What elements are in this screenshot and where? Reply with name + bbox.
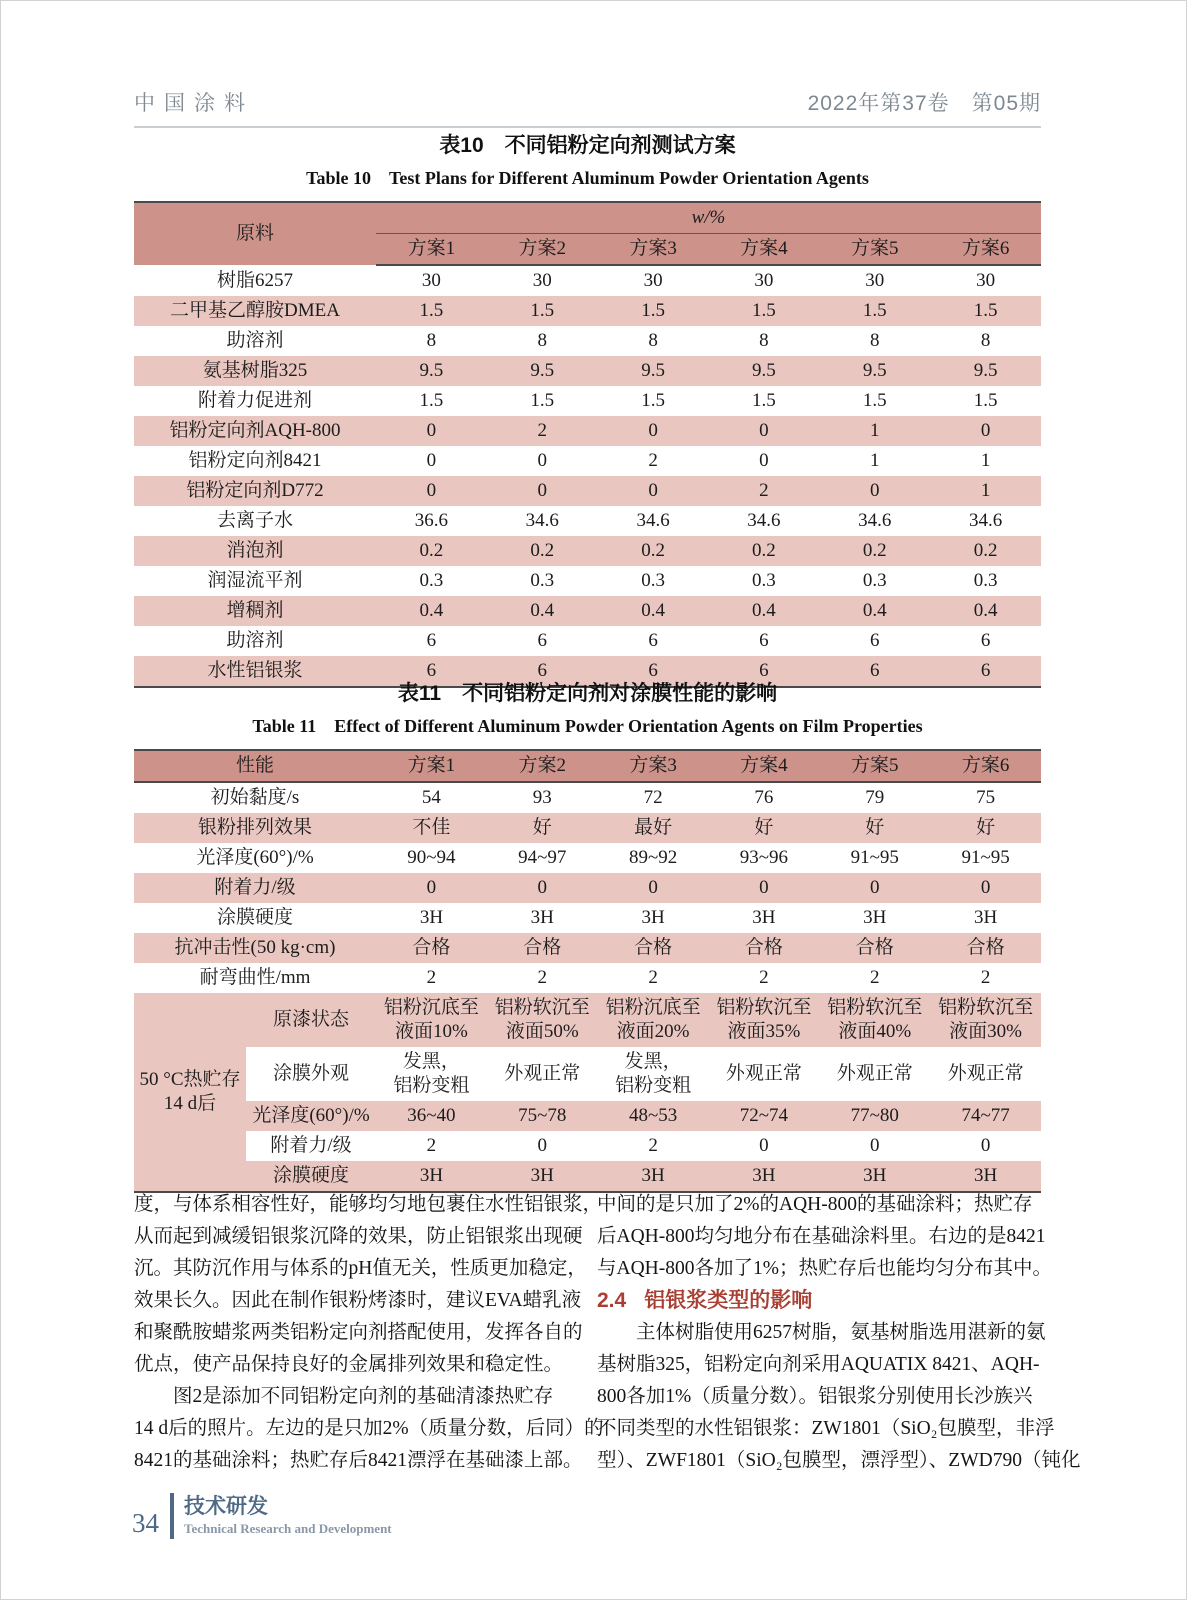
cell-value: 3H bbox=[598, 1161, 709, 1192]
body-text-line: 基树脂325，铝粉定向剂采用AQUATIX 8421、AQH- bbox=[597, 1354, 1040, 1375]
cell-value: 75 bbox=[930, 782, 1041, 813]
cell-value: 6 bbox=[598, 626, 709, 656]
row-label: 附着力促进剂 bbox=[134, 386, 376, 416]
cell-value: 0 bbox=[376, 446, 487, 476]
cell-value: 0.3 bbox=[819, 566, 930, 596]
table-row bbox=[134, 1161, 1041, 1192]
cell-value: 1.5 bbox=[376, 296, 487, 326]
cell-value: 0 bbox=[487, 873, 598, 903]
page-footer bbox=[132, 1493, 392, 1539]
row-label: 铝粉定向剂AQH-800 bbox=[134, 416, 376, 446]
cell-value: 0.4 bbox=[487, 596, 598, 626]
table10-wpercent-header: w/% bbox=[376, 202, 1041, 234]
cell-value: 0 bbox=[708, 446, 819, 476]
table11 bbox=[134, 749, 1041, 1193]
cell-value: 2 bbox=[487, 963, 598, 993]
body-text-line: 优点，使产品保持良好的金属排列效果和稳定性。 bbox=[134, 1354, 564, 1375]
cell-value: 合格 bbox=[598, 933, 709, 963]
row-label: 助溶剂 bbox=[134, 626, 376, 656]
cell-value: 30 bbox=[376, 265, 487, 296]
cell-value: 1.5 bbox=[708, 386, 819, 416]
plan-header: 方案6 bbox=[930, 234, 1041, 266]
cell-value: 0 bbox=[709, 873, 820, 903]
cell-value: 好 bbox=[930, 813, 1041, 843]
row-label: 光泽度(60°)/% bbox=[134, 843, 376, 873]
cell-value: 3H bbox=[709, 1161, 820, 1192]
section-heading bbox=[597, 1285, 1049, 1317]
cell-value: 34.6 bbox=[930, 506, 1041, 536]
table11-title-en: Table 11 Effect of Different Aluminum Powder Orientation Agents on Film Properties bbox=[252, 716, 923, 736]
cell-value: 9.5 bbox=[930, 356, 1041, 386]
plan-header: 方案3 bbox=[598, 750, 709, 782]
cell-value: 8 bbox=[376, 326, 487, 356]
cell-value: 75~78 bbox=[487, 1101, 598, 1131]
cell-value: 0.3 bbox=[598, 566, 709, 596]
cell-value: 2 bbox=[598, 1131, 709, 1161]
cell-value: 0 bbox=[930, 416, 1041, 446]
table-row bbox=[134, 963, 1041, 993]
cell-value: 合格 bbox=[709, 933, 820, 963]
running-head bbox=[134, 87, 1041, 128]
cell-value: 30 bbox=[708, 265, 819, 296]
row-label: 润湿流平剂 bbox=[134, 566, 376, 596]
cell-value: 0.3 bbox=[376, 566, 487, 596]
cell-value: 30 bbox=[487, 265, 598, 296]
table-row bbox=[134, 356, 1041, 386]
cell-value: 3H bbox=[709, 903, 820, 933]
cell-value: 6 bbox=[708, 656, 819, 687]
cell-value: 0.2 bbox=[708, 536, 819, 566]
cell-value: 3H bbox=[487, 1161, 598, 1192]
table-row bbox=[134, 536, 1041, 566]
cell-value: 3H bbox=[930, 903, 1041, 933]
cell-value: 3H bbox=[819, 903, 930, 933]
cell-value: 6 bbox=[819, 656, 930, 687]
cell-value: 0.3 bbox=[708, 566, 819, 596]
cell-value: 0.4 bbox=[708, 596, 819, 626]
footer-divider-bar bbox=[170, 1493, 174, 1539]
cell-value: 0 bbox=[930, 1131, 1041, 1161]
cell-value: 77~80 bbox=[819, 1101, 930, 1131]
cell-value: 6 bbox=[708, 626, 819, 656]
table-row bbox=[134, 1047, 1041, 1101]
cell-value: 48~53 bbox=[598, 1101, 709, 1131]
table-row bbox=[134, 265, 1041, 296]
cell-value: 0 bbox=[598, 416, 709, 446]
cell-value: 0 bbox=[709, 1131, 820, 1161]
body-text-line: 与AQH-800各加了1%；热贮存后也能均匀分布其中。 bbox=[597, 1258, 1052, 1279]
row-label: 铝粉定向剂D772 bbox=[134, 476, 376, 506]
table10-header-row1 bbox=[134, 202, 1041, 234]
cell-value: 2 bbox=[598, 963, 709, 993]
page-number: 34 bbox=[132, 1508, 159, 1539]
cell-value: 8 bbox=[930, 326, 1041, 356]
cell-value: 2 bbox=[487, 416, 598, 446]
footer-section-cn: 技术研发 bbox=[184, 1495, 268, 1519]
body-text-line: 800各加1%（质量分数）。铝银浆分别使用长沙族兴 bbox=[597, 1386, 1033, 1407]
body-text-line: 8421的基础涂料；热贮存后8421漂浮在基础漆上部。 bbox=[134, 1450, 583, 1471]
cell-value: 30 bbox=[598, 265, 709, 296]
table-row bbox=[134, 386, 1041, 416]
cell-value: 6 bbox=[487, 656, 598, 687]
plan-header: 方案2 bbox=[487, 750, 598, 782]
row-label: 原漆状态 bbox=[246, 993, 376, 1047]
cell-value: 36.6 bbox=[376, 506, 487, 536]
table-row bbox=[134, 566, 1041, 596]
cell-value: 36~40 bbox=[376, 1101, 487, 1131]
cell-value: 30 bbox=[930, 265, 1041, 296]
plan-header: 方案6 bbox=[930, 750, 1041, 782]
table10 bbox=[134, 201, 1041, 688]
cell-value: 2 bbox=[376, 1131, 487, 1161]
cell-value: 3H bbox=[930, 1161, 1041, 1192]
cell-value: 合格 bbox=[930, 933, 1041, 963]
cell-value: 74~77 bbox=[930, 1101, 1041, 1131]
cell-value: 最好 bbox=[598, 813, 709, 843]
cell-value: 1.5 bbox=[376, 386, 487, 416]
cell-value: 0.2 bbox=[819, 536, 930, 566]
cell-value: 3H bbox=[819, 1161, 930, 1192]
body-text-line: 中间的是只加了2%的AQH-800的基础涂料；热贮存 bbox=[597, 1194, 1033, 1215]
cell-value: 0 bbox=[819, 1131, 930, 1161]
cell-value: 8 bbox=[598, 326, 709, 356]
row-label: 水性铝银浆 bbox=[134, 656, 376, 687]
table-row bbox=[134, 476, 1041, 506]
cell-value: 3H bbox=[598, 903, 709, 933]
cell-value: 发黑， 铝粉变粗 bbox=[376, 1047, 487, 1101]
table11-title-cn: 表11 不同铝粉定向剂对涂膜性能的影响 bbox=[397, 682, 778, 705]
cell-value: 铝粉沉底至 液面10% bbox=[376, 993, 487, 1047]
cell-value: 0 bbox=[819, 873, 930, 903]
table-row bbox=[134, 843, 1041, 873]
table-row bbox=[134, 813, 1041, 843]
body-text-line: 度，与体系相容性好，能够均匀地包裹住水性铝银浆， bbox=[134, 1194, 603, 1215]
cell-value: 1.5 bbox=[819, 296, 930, 326]
plan-header: 方案1 bbox=[376, 750, 487, 782]
cell-value: 6 bbox=[930, 626, 1041, 656]
journal-name: 中国涂料 bbox=[134, 92, 254, 115]
cell-value: 93~96 bbox=[709, 843, 820, 873]
row-label: 抗冲击性(50 kg·cm) bbox=[134, 933, 376, 963]
cell-value: 铝粉沉底至 液面20% bbox=[598, 993, 709, 1047]
row-label: 涂膜外观 bbox=[246, 1047, 376, 1101]
cell-value: 90~94 bbox=[376, 843, 487, 873]
cell-value: 94~97 bbox=[487, 843, 598, 873]
cell-value: 0 bbox=[376, 416, 487, 446]
row-label: 消泡剂 bbox=[134, 536, 376, 566]
table-row bbox=[134, 296, 1041, 326]
body-text-line: 后AQH-800均匀地分布在基础涂料里。右边的是8421 bbox=[597, 1226, 1046, 1247]
row-label: 银粉排列效果 bbox=[134, 813, 376, 843]
cell-value: 79 bbox=[819, 782, 930, 813]
cell-value: 0.2 bbox=[487, 536, 598, 566]
cell-value: 1 bbox=[930, 446, 1041, 476]
cell-value: 外观正常 bbox=[487, 1047, 598, 1101]
table-row bbox=[134, 782, 1041, 813]
cell-value: 1 bbox=[819, 446, 930, 476]
cell-value: 34.6 bbox=[819, 506, 930, 536]
cell-value: 8 bbox=[708, 326, 819, 356]
footer-section-en: Technical Research and Development bbox=[184, 1520, 392, 1536]
cell-value: 0.4 bbox=[819, 596, 930, 626]
cell-value: 1 bbox=[819, 416, 930, 446]
cell-value: 0 bbox=[598, 476, 709, 506]
cell-value: 合格 bbox=[819, 933, 930, 963]
cell-value: 铝粉软沉至 液面40% bbox=[819, 993, 930, 1047]
cell-value: 1.5 bbox=[598, 386, 709, 416]
plan-header: 方案5 bbox=[819, 234, 930, 266]
row-label: 涂膜硬度 bbox=[246, 1161, 376, 1192]
body-column-right bbox=[597, 1189, 1081, 1477]
cell-value: 0 bbox=[598, 873, 709, 903]
row-label: 增稠剂 bbox=[134, 596, 376, 626]
cell-value: 合格 bbox=[487, 933, 598, 963]
issue-info: 2022年第37卷 第05期 bbox=[807, 92, 1041, 115]
cell-value: 铝粉软沉至 液面30% bbox=[930, 993, 1041, 1047]
cell-value: 3H bbox=[376, 903, 487, 933]
body-text-line: 效果长久。因此在制作银粉烤漆时，建议EVA蜡乳液 bbox=[134, 1290, 582, 1311]
cell-value: 9.5 bbox=[819, 356, 930, 386]
table10-title-en: Table 10 Test Plans for Different Aluminum Powder Orientation Agents bbox=[306, 168, 869, 188]
body-text-line: 从而起到减缓铝银浆沉降的效果，防止铝银浆出现硬 bbox=[134, 1226, 583, 1247]
row-label: 附着力/级 bbox=[246, 1131, 376, 1161]
cell-value: 2 bbox=[930, 963, 1041, 993]
table-row bbox=[134, 596, 1041, 626]
row-label: 附着力/级 bbox=[134, 873, 376, 903]
plan-header: 方案4 bbox=[709, 750, 820, 782]
cell-value: 0 bbox=[376, 476, 487, 506]
body-column-left bbox=[134, 1189, 604, 1477]
cell-value: 3H bbox=[487, 903, 598, 933]
cell-value: 34.6 bbox=[487, 506, 598, 536]
cell-value: 6 bbox=[376, 656, 487, 687]
table-row bbox=[134, 506, 1041, 536]
cell-value: 1.5 bbox=[487, 296, 598, 326]
cell-value: 0 bbox=[487, 1131, 598, 1161]
cell-value: 0 bbox=[487, 446, 598, 476]
cell-value: 0 bbox=[376, 873, 487, 903]
section-title: 铝银浆类型的影响 bbox=[644, 1289, 813, 1312]
row-label: 二甲基乙醇胺DMEA bbox=[134, 296, 376, 326]
plan-header: 方案3 bbox=[598, 234, 709, 266]
cell-value: 好 bbox=[709, 813, 820, 843]
cell-value: 0.2 bbox=[930, 536, 1041, 566]
cell-value: 1.5 bbox=[708, 296, 819, 326]
cell-value: 1.5 bbox=[819, 386, 930, 416]
cell-value: 0.4 bbox=[930, 596, 1041, 626]
cell-value: 铝粉软沉至 液面50% bbox=[487, 993, 598, 1047]
cell-value: 0.2 bbox=[376, 536, 487, 566]
cell-value: 72 bbox=[598, 782, 709, 813]
row-label: 耐弯曲性/mm bbox=[134, 963, 376, 993]
table11-section bbox=[134, 677, 1041, 1193]
cell-value: 合格 bbox=[376, 933, 487, 963]
table-row bbox=[134, 326, 1041, 356]
cell-value: 3H bbox=[376, 1161, 487, 1192]
cell-value: 6 bbox=[819, 626, 930, 656]
table-row bbox=[134, 1101, 1041, 1131]
cell-value: 0.4 bbox=[598, 596, 709, 626]
plan-header: 方案1 bbox=[376, 234, 487, 266]
cell-value: 好 bbox=[487, 813, 598, 843]
row-label: 铝粉定向剂8421 bbox=[134, 446, 376, 476]
row-label: 树脂6257 bbox=[134, 265, 376, 296]
table-row bbox=[134, 416, 1041, 446]
cell-value: 0 bbox=[708, 416, 819, 446]
table11-header-row bbox=[134, 750, 1041, 782]
cell-value: 1.5 bbox=[930, 296, 1041, 326]
cell-value: 9.5 bbox=[598, 356, 709, 386]
table-row bbox=[134, 873, 1041, 903]
cell-value: 91~95 bbox=[819, 843, 930, 873]
table-row bbox=[134, 933, 1041, 963]
cell-value: 铝粉软沉至 液面35% bbox=[709, 993, 820, 1047]
table10-title-cn: 表10 不同铝粉定向剂测试方案 bbox=[439, 134, 736, 157]
cell-value: 2 bbox=[708, 476, 819, 506]
row-label: 光泽度(60°)/% bbox=[246, 1101, 376, 1131]
cell-value: 0 bbox=[819, 476, 930, 506]
cell-value: 6 bbox=[930, 656, 1041, 687]
row-label: 氨基树脂325 bbox=[134, 356, 376, 386]
cell-value: 不佳 bbox=[376, 813, 487, 843]
table-row bbox=[134, 993, 1041, 1047]
cell-value: 8 bbox=[487, 326, 598, 356]
table-row bbox=[134, 903, 1041, 933]
row-label: 初始黏度/s bbox=[134, 782, 376, 813]
body-text-line: 图2是添加不同铝粉定向剂的基础清漆热贮存 bbox=[173, 1386, 554, 1407]
body-text-line: 型）、ZWF1801（SiO₂包膜型，漂浮型）、ZWD790（钝化 bbox=[597, 1450, 1081, 1471]
cell-value: 93 bbox=[487, 782, 598, 813]
section-number: 2.4 bbox=[597, 1289, 627, 1312]
cell-value: 0.2 bbox=[598, 536, 709, 566]
body-text-line: 不同类型的水性铝银浆：ZW1801（SiO₂包膜型，非浮 bbox=[597, 1418, 1055, 1439]
cell-value: 0 bbox=[930, 873, 1041, 903]
cell-value: 0.3 bbox=[487, 566, 598, 596]
cell-value: 6 bbox=[598, 656, 709, 687]
cell-value: 1.5 bbox=[930, 386, 1041, 416]
plan-header: 方案4 bbox=[708, 234, 819, 266]
row-label: 去离子水 bbox=[134, 506, 376, 536]
body-text-line: 14 d后的照片。左边的是只加2%（质量分数，后同）的 bbox=[134, 1418, 604, 1439]
cell-value: 72~74 bbox=[709, 1101, 820, 1131]
cell-value: 8 bbox=[819, 326, 930, 356]
cell-value: 34.6 bbox=[708, 506, 819, 536]
cell-value: 发黑， 铝粉变粗 bbox=[598, 1047, 709, 1101]
cell-value: 30 bbox=[819, 265, 930, 296]
cell-value: 2 bbox=[376, 963, 487, 993]
table-row bbox=[134, 1131, 1041, 1161]
table10-material-header: 原料 bbox=[134, 202, 376, 265]
cell-value: 1.5 bbox=[487, 386, 598, 416]
cell-value: 2 bbox=[598, 446, 709, 476]
plan-header: 方案2 bbox=[487, 234, 598, 266]
cell-value: 9.5 bbox=[708, 356, 819, 386]
cell-value: 9.5 bbox=[376, 356, 487, 386]
cell-value: 外观正常 bbox=[709, 1047, 820, 1101]
body-text-line: 沉。其防沉作用与体系的pH值无关，性质更加稳定， bbox=[134, 1258, 587, 1279]
row-label: 涂膜硬度 bbox=[134, 903, 376, 933]
cell-value: 好 bbox=[819, 813, 930, 843]
cell-value: 6 bbox=[376, 626, 487, 656]
cell-value: 0.4 bbox=[376, 596, 487, 626]
cell-value: 2 bbox=[709, 963, 820, 993]
group-label: 50 °C热贮存 14 d后 bbox=[134, 993, 246, 1192]
cell-value: 1 bbox=[930, 476, 1041, 506]
cell-value: 91~95 bbox=[930, 843, 1041, 873]
table-row bbox=[134, 626, 1041, 656]
cell-value: 2 bbox=[819, 963, 930, 993]
body-text-line: 和聚酰胺蜡浆两类铝粉定向剂搭配使用，发挥各自的 bbox=[134, 1322, 583, 1343]
table11-property-header: 性能 bbox=[134, 750, 376, 782]
cell-value: 9.5 bbox=[487, 356, 598, 386]
cell-value: 34.6 bbox=[598, 506, 709, 536]
cell-value: 1.5 bbox=[598, 296, 709, 326]
table-row bbox=[134, 446, 1041, 476]
cell-value: 76 bbox=[709, 782, 820, 813]
cell-value: 外观正常 bbox=[819, 1047, 930, 1101]
cell-value: 外观正常 bbox=[930, 1047, 1041, 1101]
cell-value: 89~92 bbox=[598, 843, 709, 873]
row-label: 助溶剂 bbox=[134, 326, 376, 356]
body-text-line: 主体树脂使用6257树脂，氨基树脂选用湛新的氨 bbox=[636, 1322, 1046, 1343]
plan-header: 方案5 bbox=[819, 750, 930, 782]
cell-value: 54 bbox=[376, 782, 487, 813]
cell-value: 0.3 bbox=[930, 566, 1041, 596]
cell-value: 0 bbox=[487, 476, 598, 506]
table10-section bbox=[134, 129, 1041, 688]
cell-value: 6 bbox=[487, 626, 598, 656]
